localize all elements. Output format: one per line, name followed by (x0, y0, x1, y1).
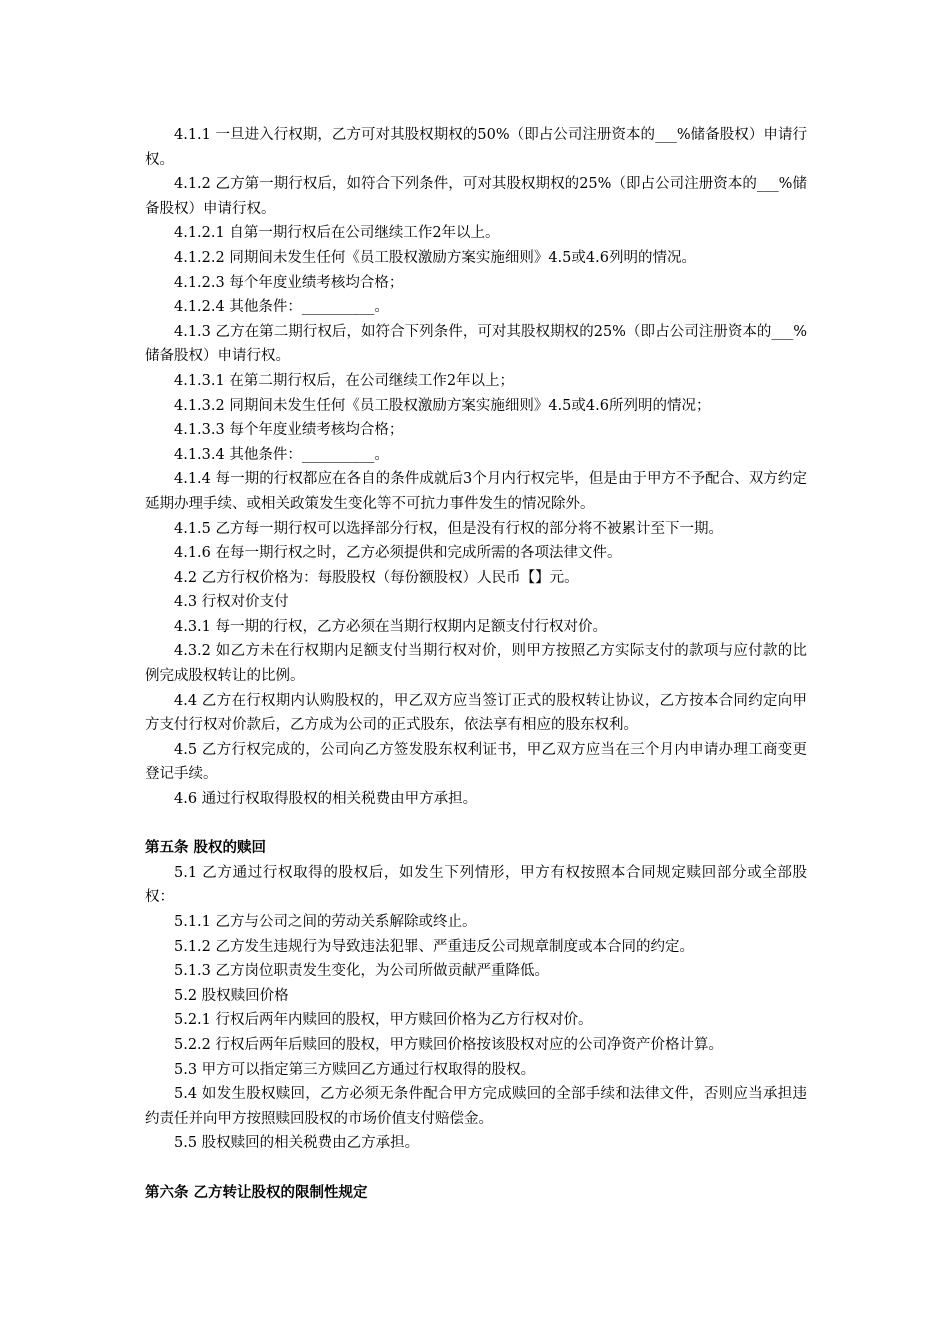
clause-4-1-2-3: 4.1.2.3 每个年度业绩考核均合格； (174, 274, 404, 291)
clause-4-3: 4.3 行权对价支付 (174, 594, 289, 611)
section-4-body (145, 123, 807, 812)
clause-4-1-2-2: 4.1.2.2 同期间未发生任何《员工股权激励方案实施细则》4.5或4.6列明的情况。 (174, 249, 696, 266)
clause-4-3-2: 4.3.2 如乙方未在行权期内足额支付当期行权对价，则甲方按照乙方实际支付的款项与应付款的比例完成股权转让的比例。 (145, 643, 807, 685)
clause-4-4: 4.4 乙方在行权期内认购股权的，甲乙双方应当签订正式的股权转让协议，乙方按本合同约定向甲方支付行权对价款后，乙方成为公司的正式股东，依法享有相应的股东权利。 (145, 692, 807, 734)
spacer (145, 812, 807, 837)
clause-4-1-2: 4.1.2 乙方第一期行权后，如符合下列条件，可对其股权期权的25%（即占公司注册资本的___%储备股权）申请行权。 (145, 176, 807, 217)
document-page (145, 123, 807, 1205)
clause-5-5: 5.5 股权赎回的相关税费由乙方承担。 (174, 1135, 420, 1152)
section-5-body (145, 861, 807, 1156)
clause-4-1-3: 4.1.3 乙方在第二期行权后，如符合下列条件，可对其股权期权的25%（即占公司注册资本的___%储备股权）申请行权。 (145, 323, 807, 365)
clause-4-1-2-4: 4.1.2.4 其他条件：__________。 (174, 299, 389, 316)
clause-4-5: 4.5 乙方行权完成的，公司向乙方签发股东权利证书，甲乙双方应当在三个月内申请办理工商变更登记手续。 (145, 741, 807, 783)
clause-5-4: 5.4 如发生股权赎回，乙方必须无条件配合甲方完成赎回的全部手续和法律文件，否则应当承担违约责任并向甲方按照赎回股权的市场价值支付赔偿金。 (145, 1086, 807, 1127)
clause-5-1-1: 5.1.1 乙方与公司之间的劳动关系解除或终止。 (174, 914, 477, 930)
clause-4-1-4: 4.1.4 每一期的行权都应在各自的条件成就后3个月内行权完毕，但是由于甲方不予配合、双方约定延期办理手续、或相关政策发生变化等不可抗力事件发生的情况除外。 (145, 471, 807, 512)
clause-4-1-3-1: 4.1.3.1 在第二期行权后，在公司继续工作2年以上； (174, 372, 515, 389)
clause-4-1-6: 4.1.6 在每一期行权之时，乙方必须提供和完成所需的各项法律文件。 (174, 545, 622, 562)
clause-4-1-5: 4.1.5 乙方每一期行权可以选择部分行权，但是没有行权的部分将不被累计至下一期。 (174, 520, 724, 537)
clause-4-6: 4.6 通过行权取得股权的相关税费由甲方承担。 (174, 791, 478, 808)
clause-5-2-1: 5.2.1 行权后两年内赎回的股权，甲方赎回价格为乙方行权对价。 (174, 1012, 593, 1029)
clause-5-1: 5.1 乙方通过行权取得的股权后，如发生下列情形，甲方有权按照本合同规定赎回部分或全部股权： (145, 864, 807, 906)
clause-4-1-2-1: 4.1.2.1 自第一期行权后在公司继续工作2年以上。 (174, 225, 500, 242)
clause-5-1-2: 5.1.2 乙方发生违规行为导致违法犯罪、严重违反公司规章制度或本合同的约定。 (174, 938, 695, 955)
clause-4-1-1: 4.1.1 一旦进入行权期，乙方可对其股权期权的50%（即占公司注册资本的___%储备股权）申请行权。 (145, 127, 807, 168)
spacer (145, 1156, 807, 1181)
section-6-heading: 第六条 乙方转让股权的限制性规定 (145, 1184, 368, 1201)
clause-5-3: 5.3 甲方可以指定第三方赎回乙方通过行权取得的股权。 (174, 1061, 536, 1078)
section-5-heading: 第五条 股权的赎回 (145, 840, 267, 857)
clause-5-2: 5.2 股权赎回价格 (174, 987, 289, 1004)
clause-5-2-2: 5.2.2 行权后两年后赎回的股权，甲方赎回价格按该股权对应的公司净资产价格计算。 (174, 1036, 724, 1053)
clause-4-3-1: 4.3.1 每一期的行权，乙方必须在当期行权期内足额支付行权对价。 (174, 618, 608, 635)
clause-4-1-3-4: 4.1.3.4 其他条件：__________。 (174, 446, 389, 463)
clause-5-1-3: 5.1.3 乙方岗位职责发生变化，为公司所做贡献严重降低。 (174, 963, 550, 980)
clause-4-1-3-3: 4.1.3.3 每个年度业绩考核均合格； (174, 422, 404, 439)
clause-4-1-3-2: 4.1.3.2 同期间未发生任何《员工股权激励方案实施细则》4.5或4.6所列明的情况； (174, 397, 711, 414)
clause-4-2: 4.2 乙方行权价格为：每股股权（每份额股权）人民币【】元。 (174, 569, 579, 586)
